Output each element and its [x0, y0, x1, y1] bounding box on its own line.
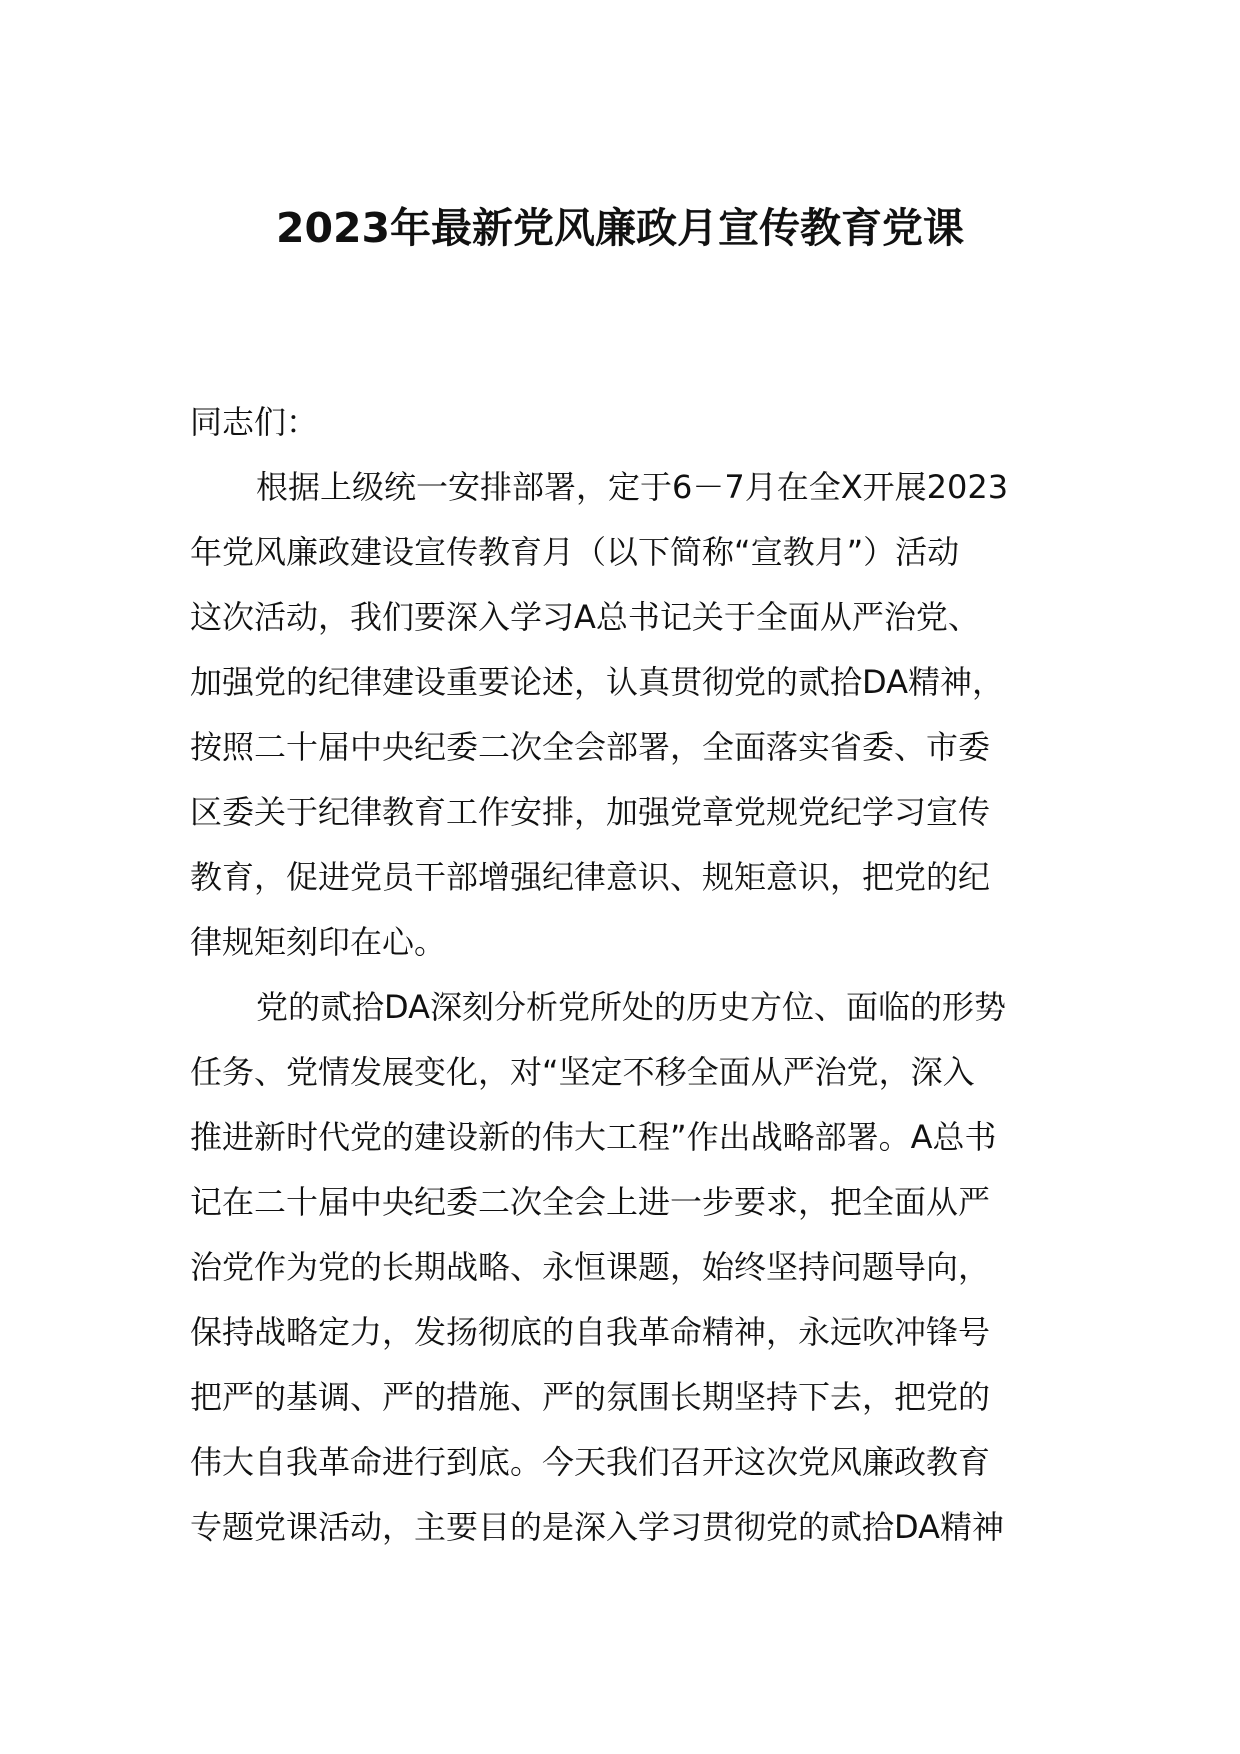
paragraph-2	[190, 975, 1060, 1560]
salutation: 同志们：	[190, 403, 319, 441]
paragraph-line: 按照二十届中央纪委二次全会部署，全面落实省委、市委	[190, 728, 991, 766]
paragraph-line: 治党作为党的长期战略、永恒课题，始终坚持问题导向，	[190, 1248, 991, 1286]
paragraph-line: 律规矩刻印在心。	[190, 923, 447, 961]
paragraph-line: 专题党课活动，主要目的是深入学习贯彻党的贰拾DA精神	[190, 1508, 1004, 1546]
document-title: 2023年最新党风廉政月宣传教育党课	[275, 204, 965, 252]
paragraph-line: 任务、党情发展变化，对“坚定不移全面从严治党，深入	[190, 1053, 975, 1091]
paragraph-line: 根据上级统一安排部署，定于6－7月在全X开展2023	[256, 468, 1009, 506]
paragraph-line: 教育，促进党员干部增强纪律意识、规矩意识，把党的纪	[190, 858, 991, 896]
paragraph-line: 把严的基调、严的措施、严的氛围长期坚持下去，把党的	[190, 1378, 991, 1416]
paragraph-line: 区委关于纪律教育工作安排，加强党章党规党纪学习宣传	[190, 793, 991, 831]
document-body	[190, 390, 1060, 1560]
paragraph-line: 党的贰拾DA深刻分析党所处的历史方位、面临的形势	[256, 988, 1006, 1026]
paragraph-line: 记在二十届中央纪委二次全会上进一步要求，把全面从严	[190, 1183, 991, 1221]
paragraph-line: 推进新时代党的建设新的伟大工程”作出战略部署。A总书	[190, 1118, 997, 1156]
paragraph-line: 保持战略定力，发扬彻底的自我革命精神，永远吹冲锋号	[190, 1313, 991, 1351]
paragraph-line: 伟大自我革命进行到底。今天我们召开这次党风廉政教育	[190, 1443, 991, 1481]
paragraph-line: 加强党的纪律建设重要论述，认真贯彻党的贰拾DA精神，	[190, 663, 1004, 701]
paragraph-line: 年党风廉政建设宣传教育月（以下简称“宣教月”）活动	[190, 533, 960, 571]
paragraph-1	[190, 455, 1060, 975]
paragraph-line: 这次活动，我们要深入学习A总书记关于全面从严治党、	[190, 598, 980, 636]
